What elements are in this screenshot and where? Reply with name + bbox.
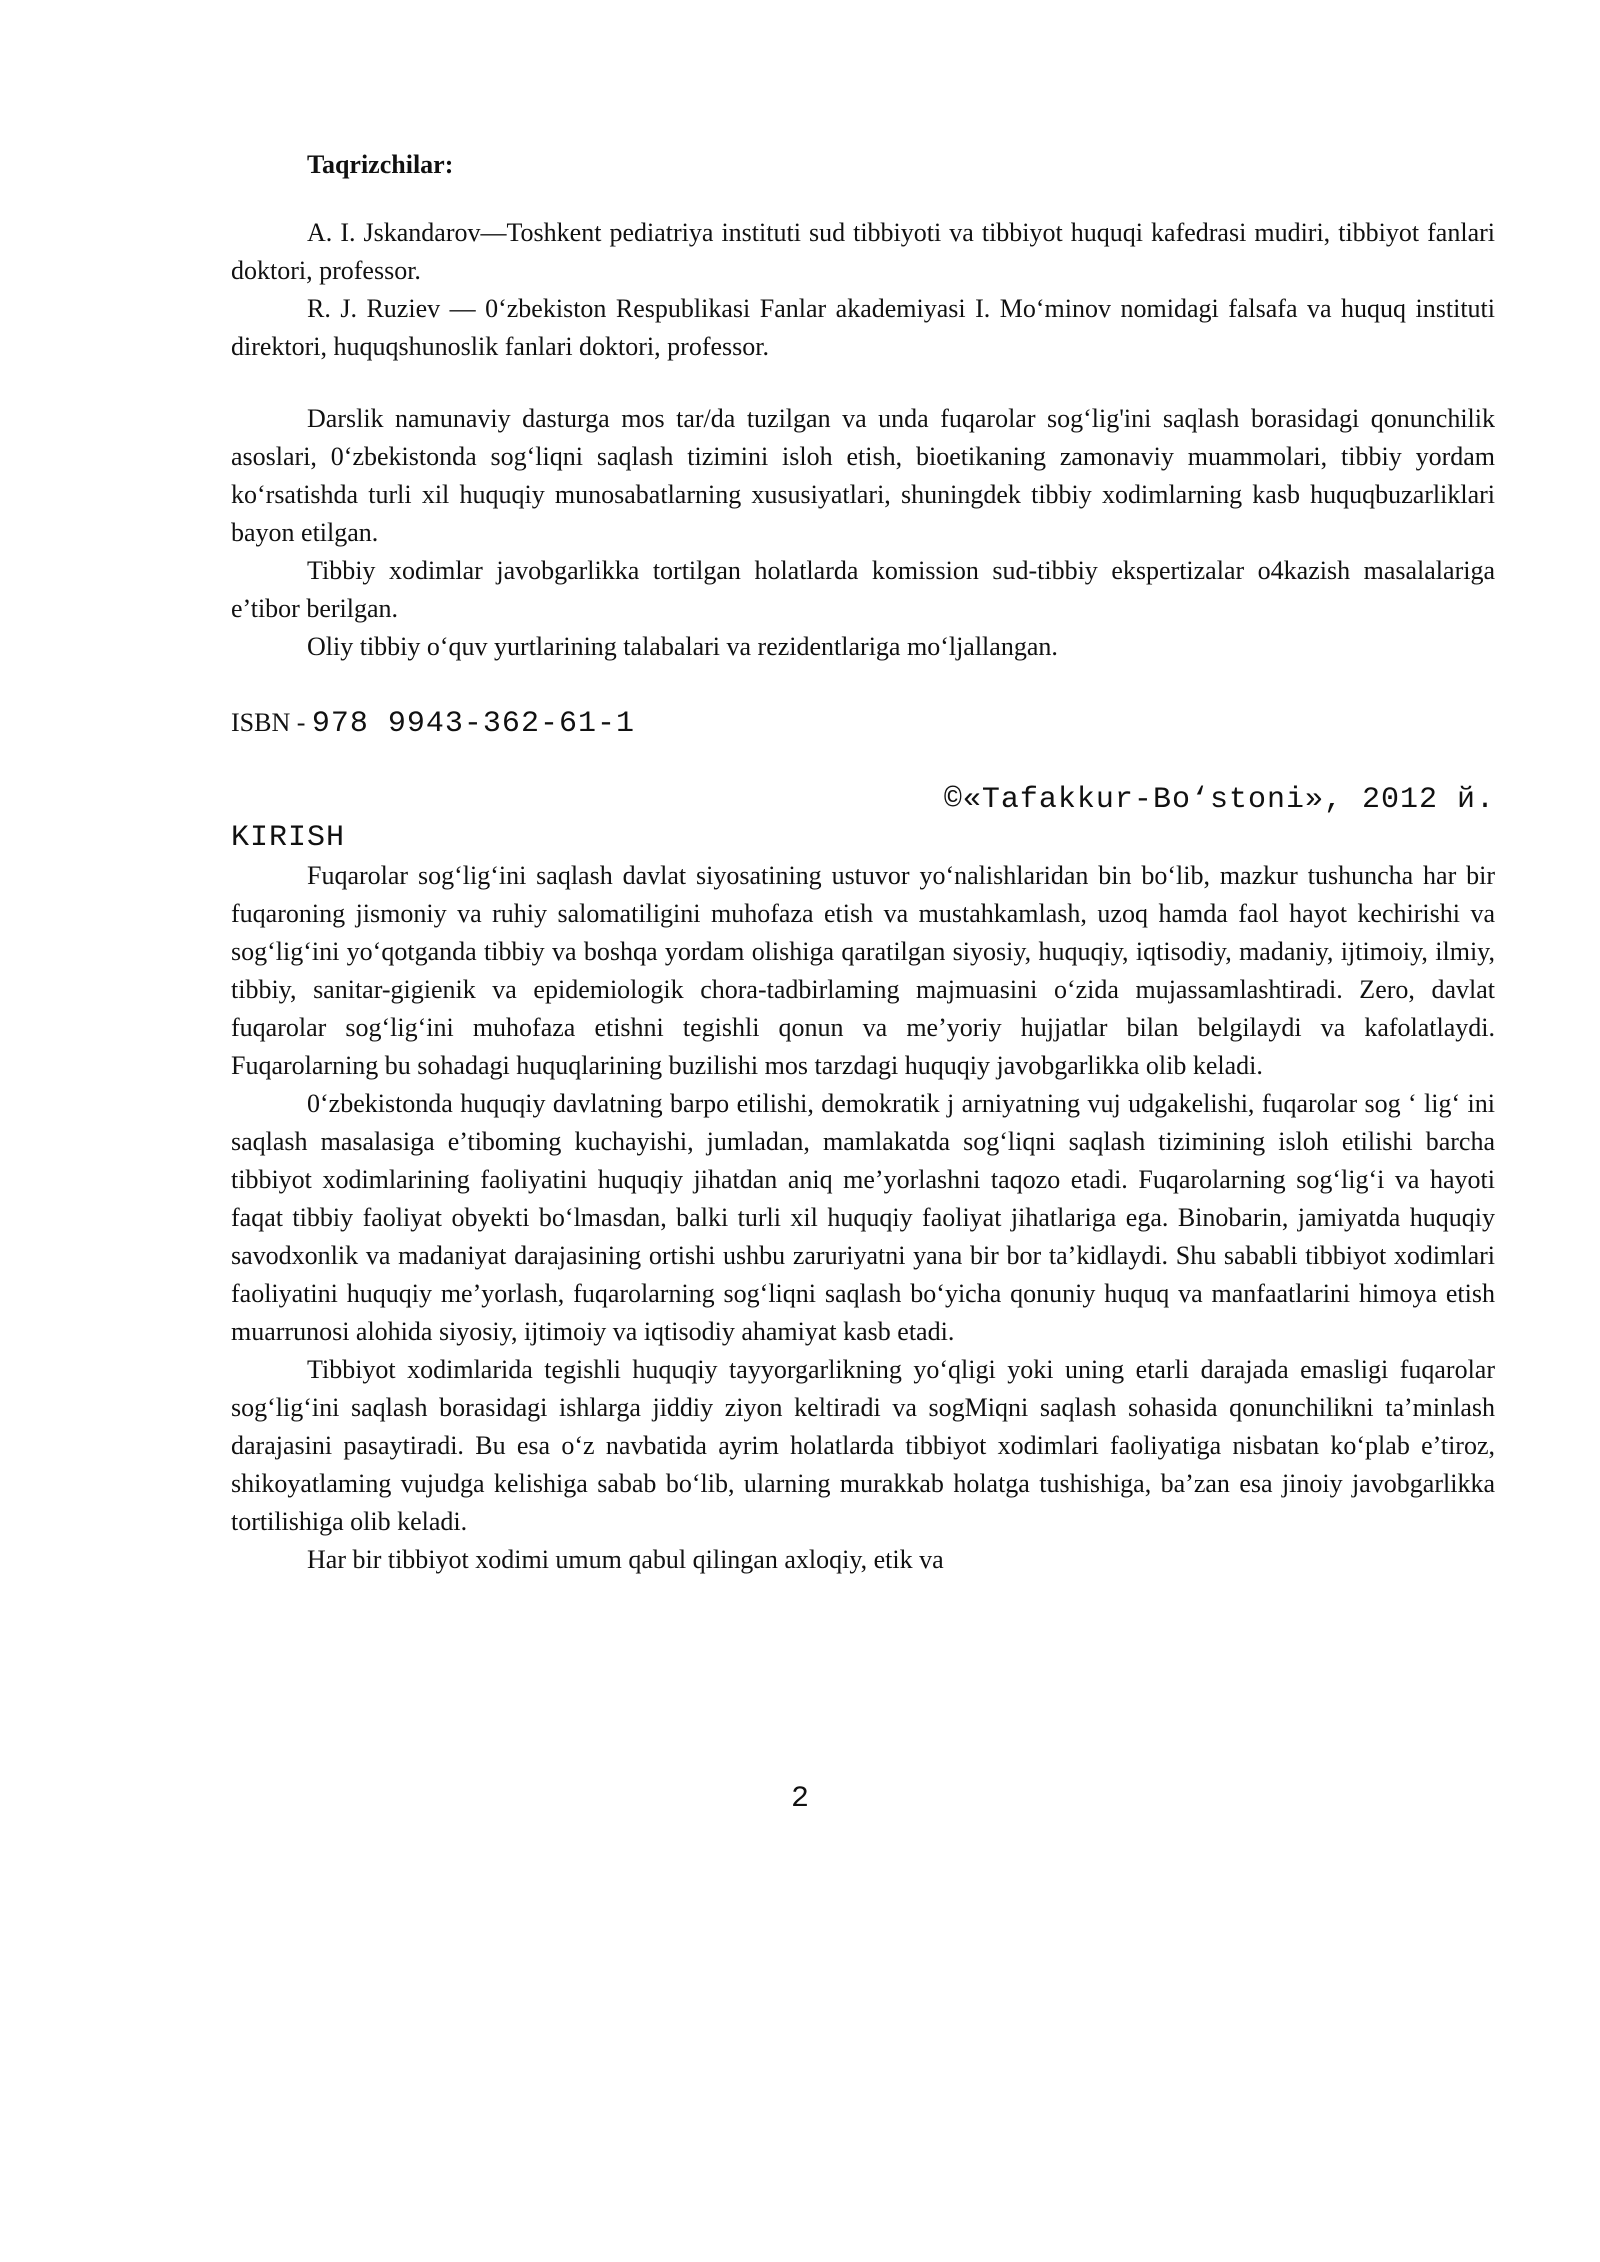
intro-paragraph-1: Fuqarolar sog‘lig‘ini saqlash davlat siyosatining ustuvor yo‘nalishlaridan bin bo‘lib, mazkur tushuncha har bir fuqaroning jismoniy va ruhiy salomatiligini muhofaza etish va mustahkamlash, uzoq hamda faol hayot kechirishi va sog‘lig‘ini yo‘qotganda tibbiy va boshqa yordam olishiga qaratilgan siyosiy, huquqiy, iqtisodiy, madaniy, ijtimoiy, ilmiy, tibbiy, sanitar-gigienik va epidemiologik chora-tadbirlaming majmuasini o‘zida mujassamlashtiradi. Zero, davlat fuqarolar sog‘lig‘ini muhofaza etishni tegishli qonun va me’yoriy hujjatlar bilan belgilaydi va kafolatlaydi. Fuqarolarning bu sohadagi huquqlarining buzilishi mos tarzdagi huquqiy javobgarlikka olib keladi. [231,861,1495,1080]
intro-paragraph-3: Tibbiyot xodimlarida tegishli huquqiy tayyorgarlikning yo‘qligi yoki uning etarli darajada emasligi fuqarolar sog‘lig‘ini saqlash borasidagi ishlarga jiddiy ziyon keltiradi va sogMiqni saqlash sohasida qonunchilikni ta’minlash darajasini pasaytiradi. Bu esa o‘z navbatida ayrim holatlarda tibbiyot xodimlari faoliyatiga nisbatan ko‘plab e’tiroz, shikoyatlaming vujudga kelishiga sabab bo‘lib, ularning murakkab holatga tushishiga, ba’zan esa jinoiy javobgarlikka tortilishiga olib keladi. [231,1355,1495,1536]
page-number: 2 [790,1782,809,1816]
isbn-label: ISBN - [231,708,312,737]
reviewers-heading: Taqrizchilar: [307,150,454,179]
annotation-paragraph-2: Tibbiy xodimlar javobgarlikka tortilgan holatlarda komission sud-tibbiy ekspertizalar o4kazish masalalariga e’tibor berilgan. [231,556,1495,623]
annotation-paragraph-1: Darslik namunaviy dasturga mos tar/da tuzilgan va unda fuqarolar sog‘lig'ini saqlash borasidagi qonunchilik asoslari, 0‘zbekistonda sog‘liqni saqlash tizimini isloh etish, bioetikaning zamonaviy muammolari, tibbiy yordam ko‘rsatishda turli xil huquqiy munosabatlarning xususiyatlari, shuningdek tibbiy xodimlarning kasb huquqbuzarliklari bayon etilgan. [231,404,1495,547]
reviewer-1: A. I. Jskandarov—Toshkent pediatriya instituti sud tibbiyoti va tibbiyot huquqi kafedrasi mudiri, tibbiyot fanlari doktori, professor. [231,218,1495,285]
annotation-paragraph-3: Oliy tibbiy o‘quv yurtlarining talabalari va rezidentlariga mo‘ljallangan. [307,632,1058,661]
isbn-line [231,704,1495,743]
intro-paragraph-4: Har bir tibbiyot xodimi umum qabul qilingan axloqiy, etik va [307,1545,944,1574]
spacer [231,366,1495,400]
intro-paragraph-2: 0‘zbekistonda huquqiy davlatning barpo etilishi, demokratik j arniyatning vuj udgakelishi, fuqarolar sog ‘ lig‘ ini saqlash masalasiga e’tiboming kuchayishi, jumladan, mamlakatda sog‘liqni saqlash tizimining isloh etilishi barcha tibbiyot xodimlarining faoliyatini huquqiy jihatdan aniq me’yorlashni taqozo etadi. Fuqarolarning sog‘lig‘i va hayoti faqat tibbiy faoliyat obyekti bo‘lmasdan, balki turli xil huquqiy faoliyat jihatlariga ega. Binobarin, jamiyatda huquqiy savodxonlik va madaniyat darajasining ortishi ushbu zaruriyatni yana bir bor ta’kidlaydi. Shu sababli tibbiyot xodimlari faoliyatini huquqiy me’yorlash, fuqarolarning sog‘liqni saqlash bo‘yicha qonuniy huquq va manfaatlarini himoya etish muarrunosi alohida siyosiy, ijtimoiy va iqtisodiy ahamiyat kasb etadi. [231,1089,1495,1346]
isbn-number: 978 9943-362-61-1 [311,707,635,741]
copyright-notice: ©«Tafakkur-Bo‘stoni», 2012 й. [943,783,1495,817]
section-title: KIRISH [231,821,346,855]
document-page [231,146,1495,1579]
reviewer-2: R. J. Ruziev — 0‘zbekiston Respublikasi Fanlar akademiyasi I. Mo‘minov nomidagi falsafa va huquq instituti direktori, huquqshunoslik fanlari doktori, professor. [231,294,1495,361]
